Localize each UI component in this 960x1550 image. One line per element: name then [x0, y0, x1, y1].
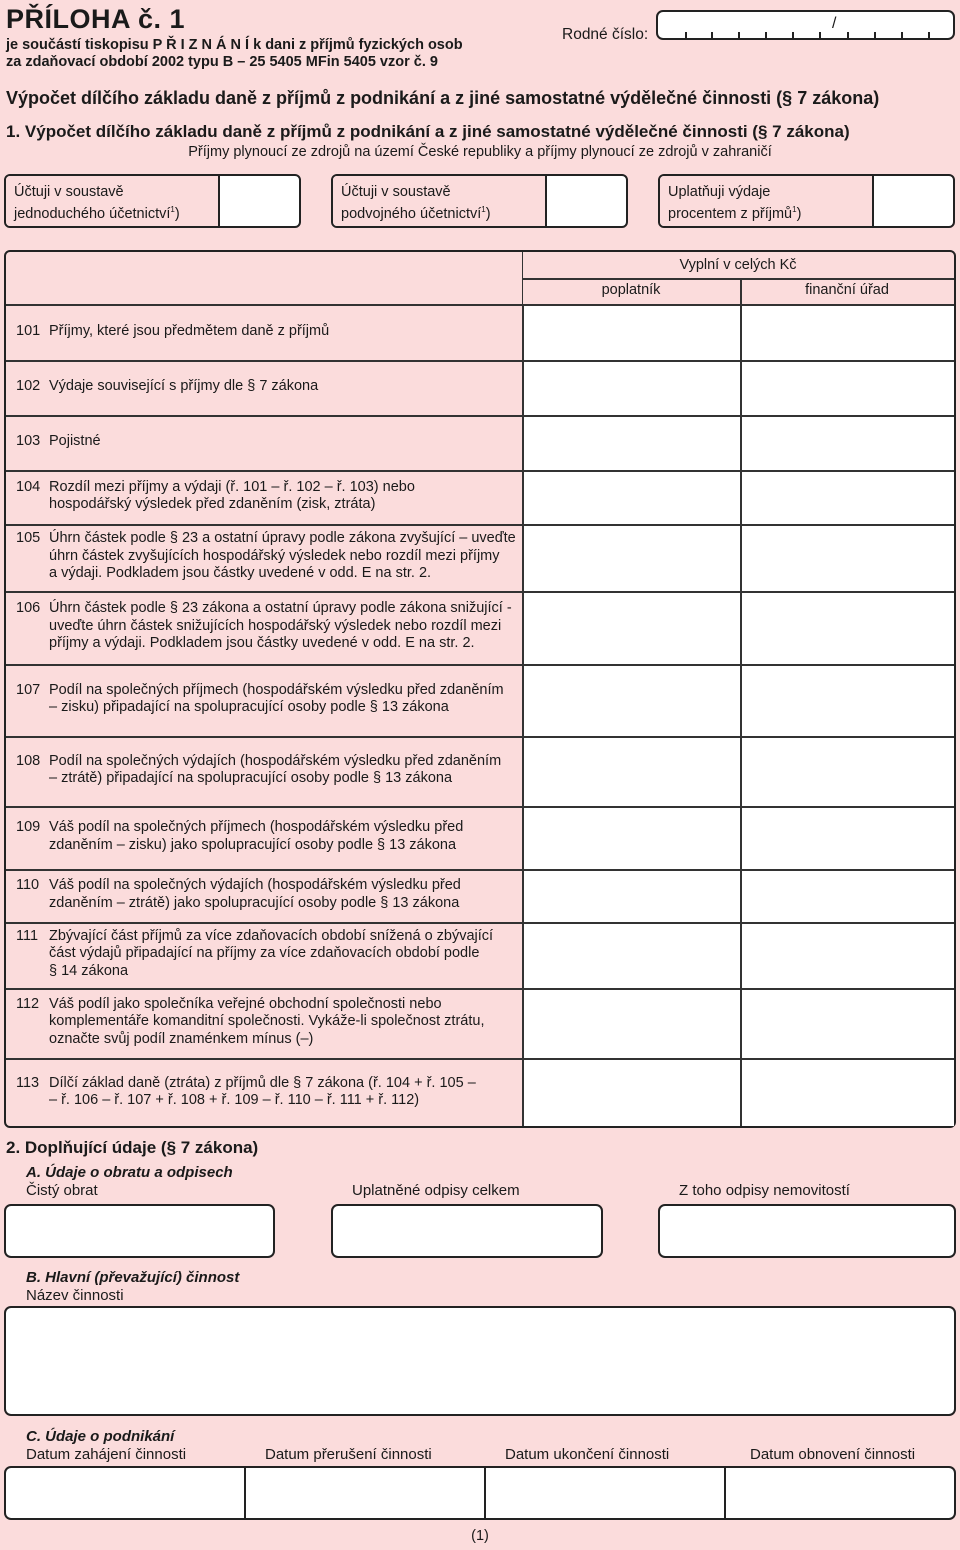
row-description: [49, 996, 521, 1049]
form-subtitle-line1: je součástí tiskopisu P Ř I Z N Á N Í k dani z příjmů fyzických osob: [6, 37, 463, 53]
section2-title: 2. Doplňující údaje (§ 7 zákona): [6, 1138, 259, 1157]
row-description-line: Rozdíl mezi příjmy a výdaji (ř. 101 – ř. 102 – ř. 103) nebo: [49, 478, 415, 495]
table-row: [6, 415, 954, 470]
option-checkbox[interactable]: [220, 176, 299, 226]
row-description-line: Výdaje související s příjmy dle § 7 zákona: [49, 377, 319, 394]
option-label-line1: Uplatňuji výdaje: [668, 184, 771, 200]
row-description: [49, 928, 521, 981]
taxpayer-amount-field[interactable]: [524, 664, 739, 736]
row-number: 105: [16, 530, 41, 547]
office-amount-field[interactable]: [742, 591, 954, 664]
row-description-line: Váš podíl na společných výdajích (hospodářském výsledku před: [49, 877, 461, 893]
row-description: [49, 819, 521, 854]
row-description-line: úhrn částek zvyšujících hospodářský výsledek nebo rozdíl mezi příjmy: [49, 547, 500, 564]
row-number: 101: [16, 323, 41, 340]
table-row: [6, 922, 954, 988]
label-depreciation-property: Z toho odpisy nemovitostí: [679, 1182, 850, 1199]
table-row: [6, 306, 954, 360]
taxpayer-amount-field[interactable]: [524, 988, 739, 1058]
row-description-line: Podíl na společných výdajích (hospodářském výsledku před zdaněním: [49, 752, 502, 769]
office-amount-field[interactable]: [742, 806, 954, 869]
taxpayer-amount-field[interactable]: [524, 1058, 739, 1128]
row-description: [49, 753, 521, 788]
label-end-date: Datum ukončení činnosti: [505, 1446, 670, 1463]
renewal-date-field[interactable]: [726, 1468, 954, 1518]
option-percentage-expenses: [658, 174, 955, 228]
table-row: [6, 524, 954, 591]
row-description-line: Dílčí základ daně (ztráta) z příjmů dle § 7 zákona (ř. 104 + ř. 105 –: [49, 1074, 476, 1091]
row-description-line: komplementáře komanditní společnosti. Vykáže-li společnost ztrátu,: [49, 1013, 485, 1030]
office-amount-field[interactable]: [742, 1058, 954, 1128]
label-activity-name: Název činnosti: [26, 1287, 124, 1304]
footnote-paren: ): [796, 205, 802, 222]
row-description-line: a výdaji. Podkladem jsou částky uvedené v odd. E na str. 2.: [49, 565, 432, 582]
business-dates-field: [4, 1466, 956, 1520]
row-description-line: zdaněním – zisku) jako spolupracující osoby podle § 13 zákona: [49, 836, 457, 853]
footnote-paren: ): [485, 205, 491, 222]
section1-title: 1. Výpočet dílčího základu daně z příjmů z podnikání a z jiné samostatné výdělečné činnosti (§ 7 zákona): [6, 122, 850, 141]
column-header-office: finanční úřad: [805, 282, 889, 298]
taxpayer-amount-field[interactable]: [524, 591, 739, 664]
row-description-line: hospodářský výsledek před zdaněním (zisk, ztráta): [49, 496, 376, 512]
end-date-field[interactable]: [486, 1468, 724, 1518]
row-description: [49, 530, 521, 583]
option-label-line2: podvojného účetnictví: [341, 205, 482, 222]
depreciation-total-field[interactable]: [331, 1204, 603, 1258]
start-date-field[interactable]: [6, 1468, 244, 1518]
net-turnover-field[interactable]: [4, 1204, 275, 1258]
row-description-line: Úhrn částek podle § 23 a ostatní úpravy podle zákona zvyšující – uveďte: [49, 530, 516, 547]
activity-name-field[interactable]: [4, 1306, 956, 1416]
row-description: [49, 323, 521, 341]
option-label: [660, 176, 874, 226]
row-number: 102: [16, 377, 41, 394]
footnote-ref: 1: [481, 205, 486, 214]
label-interruption-date: Datum přerušení činnosti: [265, 1446, 432, 1463]
row-description: [49, 682, 521, 717]
taxpayer-amount-field[interactable]: [524, 922, 739, 988]
row-description-line: část výdajů připadající na příjmy za více zdaňovacích období podle: [49, 945, 480, 962]
rodne-cislo-separator: /: [832, 15, 837, 32]
form-title: PŘÍLOHA č. 1: [6, 4, 186, 34]
row-description-line: zdaněním – ztrátě) jako spolupracující osoby podle § 13 zákona: [49, 894, 460, 911]
label-renewal-date: Datum obnovení činnosti: [750, 1446, 916, 1463]
option-label: [6, 176, 220, 226]
row-number: 111: [16, 927, 39, 944]
interruption-date-field[interactable]: [246, 1468, 484, 1518]
table-row: [6, 806, 954, 869]
row-description: [49, 1075, 521, 1110]
office-amount-field[interactable]: [742, 922, 954, 988]
row-description-line: označte svůj podíl znaménkem mínus (–): [49, 1030, 314, 1047]
section2b-title: B. Hlavní (převažující) činnost: [26, 1269, 240, 1286]
option-simple-accounting: [4, 174, 301, 228]
section1-subtitle: Příjmy plynoucí ze zdrojů na území České republiky a příjmy plynoucí ze zdrojů v zahraničí: [188, 144, 772, 160]
row-description-line: Váš podíl jako společníka veřejné obchodní společnosti nebo: [49, 995, 442, 1012]
table-row: [6, 664, 954, 736]
taxpayer-amount-field[interactable]: [524, 415, 739, 470]
table-row: [6, 869, 954, 922]
row-number: 112: [16, 995, 40, 1012]
row-number: 113: [16, 1074, 40, 1091]
row-description-line: uveďte úhrn částek snižujících hospodářský výsledek nebo rozdíl mezi: [49, 617, 502, 634]
row-description-line: – zisku) připadající na spolupracující osoby podle § 13 zákona: [49, 699, 449, 715]
option-label-line1: Účtuji v soustavě: [14, 184, 124, 200]
taxpayer-amount-field[interactable]: [524, 360, 739, 415]
row-number: 107: [16, 681, 41, 698]
taxpayer-amount-field[interactable]: [524, 806, 739, 869]
office-amount-field[interactable]: [742, 664, 954, 736]
option-label-line2: jednoduchého účetnictví: [14, 205, 171, 222]
table-row: [6, 591, 954, 664]
column-header-taxpayer: poplatník: [601, 282, 661, 298]
row-description-line: – ř. 106 – ř. 107 + ř. 108 + ř. 109 – ř. 110 – ř. 111 + ř. 112): [49, 1092, 420, 1108]
footnote-ref: 1: [792, 205, 797, 214]
row-description-line: Příjmy, které jsou předmětem daně z příjmů: [49, 323, 330, 340]
option-label-line2: procentem z příjmů: [668, 205, 793, 222]
row-number: 103: [16, 432, 41, 449]
option-label-line1: Účtuji v soustavě: [341, 184, 451, 200]
taxpayer-amount-field[interactable]: [524, 306, 739, 360]
section2c-title: C. Údaje o podnikání: [26, 1428, 175, 1445]
option-checkbox[interactable]: [874, 176, 953, 226]
row-description: [49, 479, 521, 514]
table-row: [6, 736, 954, 806]
row-number: 109: [16, 819, 41, 835]
depreciation-property-field[interactable]: [658, 1204, 956, 1258]
option-checkbox[interactable]: [547, 176, 626, 226]
row-description-line: Podíl na společných příjmech (hospodářském výsledku před zdaněním: [49, 681, 504, 698]
row-description: [49, 378, 521, 396]
row-description-line: příjmy a výdaji. Podkladem jsou částky uvedené v odd. E na str. 2.: [49, 635, 475, 652]
row-number: 104: [16, 478, 41, 495]
taxpayer-amount-field[interactable]: [524, 736, 739, 806]
row-number: 110: [16, 877, 40, 893]
office-amount-field[interactable]: [742, 524, 954, 591]
office-amount-field[interactable]: [742, 736, 954, 806]
row-number: 108: [16, 752, 41, 769]
table-row: [6, 360, 954, 415]
label-start-date: Datum zahájení činnosti: [26, 1446, 187, 1463]
option-label: [333, 176, 547, 226]
amount-header: [522, 252, 954, 304]
table-row: [6, 470, 954, 524]
taxpayer-amount-field[interactable]: [524, 869, 739, 922]
label-net-turnover: Čistý obrat: [26, 1182, 98, 1199]
row-number: 106: [16, 600, 41, 617]
form-subtitle-line2: za zdaňovací období 2002 typu B – 25 5405 MFin 5405 vzor č. 9: [6, 54, 438, 70]
row-description: [49, 877, 521, 912]
label-depreciation-total: Uplatněné odpisy celkem: [352, 1182, 520, 1199]
office-amount-field[interactable]: [742, 306, 954, 360]
option-double-entry-accounting: [331, 174, 628, 228]
row-description-line: Úhrn částek podle § 23 zákona a ostatní úpravy podle zákona snižující -: [49, 600, 512, 617]
row-description: [49, 433, 521, 451]
office-amount-field[interactable]: [742, 869, 954, 922]
section2a-title: A. Údaje o obratu a odpisech: [26, 1164, 233, 1181]
footnote-paren: ): [174, 205, 180, 222]
taxpayer-amount-field[interactable]: [524, 470, 739, 524]
row-description-line: – ztrátě) připadající na spolupracující osoby podle § 13 zákona: [49, 770, 453, 786]
row-description: [49, 600, 521, 653]
rodne-cislo-label: Rodné číslo:: [562, 26, 649, 43]
table-row: [6, 1058, 954, 1128]
table-row: [6, 988, 954, 1058]
office-amount-field[interactable]: [742, 360, 954, 415]
row-description-line: § 14 zákona: [49, 962, 129, 979]
row-description-line: Zbývající část příjmů za více zdaňovacích období snížená o zbývající: [49, 927, 494, 944]
footnote-ref: 1: [170, 205, 175, 214]
office-amount-field[interactable]: [742, 988, 954, 1058]
office-amount-field[interactable]: [742, 415, 954, 470]
row-description-line: Váš podíl na společných příjmech (hospodářském výsledku před: [49, 819, 464, 835]
page-number: (1): [471, 1528, 489, 1544]
row-description-line: Pojistné: [49, 432, 101, 449]
office-amount-field[interactable]: [742, 470, 954, 524]
amount-header-label: Vyplní v celých Kč: [679, 257, 797, 273]
tax-base-table: [4, 250, 956, 1128]
rodne-cislo-field[interactable]: [656, 10, 955, 40]
taxpayer-amount-field[interactable]: [524, 524, 739, 591]
main-heading: Výpočet dílčího základu daně z příjmů z podnikání a z jiné samostatné výdělečné činnosti (§ 7 zákona): [6, 88, 880, 108]
